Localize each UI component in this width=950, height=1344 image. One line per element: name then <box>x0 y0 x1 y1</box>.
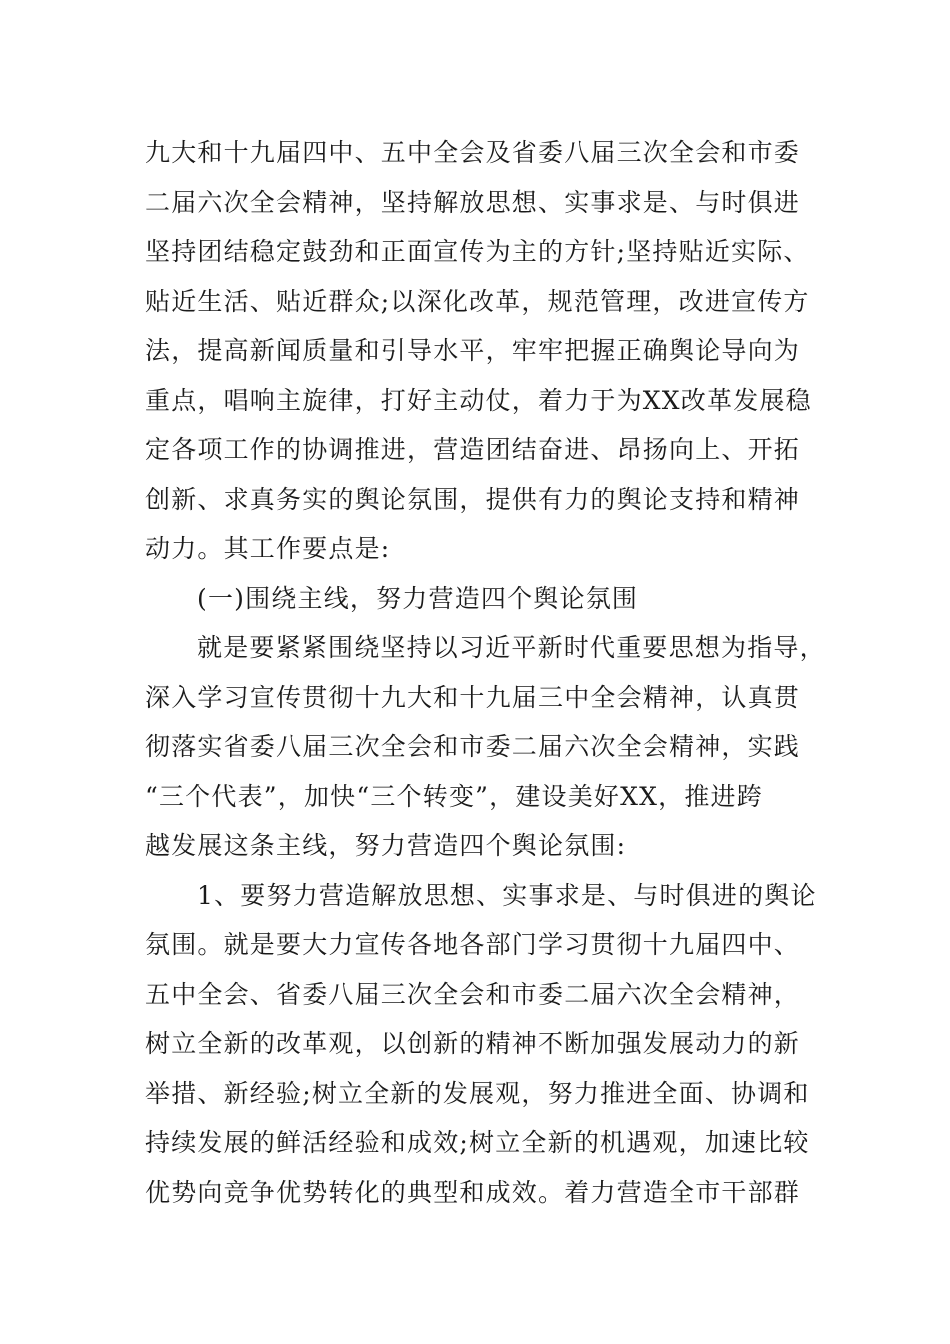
text-line: 五中全会、省委八届三次全会和市委二届六次全会精神， <box>145 979 801 1009</box>
paragraph-start: 1、要努力营造解放思想、实事求是、与时俱进的舆论 <box>197 880 817 910</box>
text-line: 动力。其工作要点是: <box>145 534 391 563</box>
section-heading: (一)围绕主线，努力营造四个舆论氛围 <box>197 583 639 613</box>
text-line: 创新、求真务实的舆论氛围，提供有力的舆论支持和精神 <box>145 484 801 514</box>
text-line: 坚持团结稳定鼓劲和正面宣传为主的方针;坚持贴近实际、 <box>145 237 810 266</box>
text-line: 九大和十九届四中、五中全会及省委八届三次全会和市委 <box>145 138 801 167</box>
text-line: 二届六次全会精神，坚持解放思想、实事求是、与时俱进 <box>145 187 801 217</box>
text-line: 越发展这条主线，努力营造四个舆论氛围: <box>145 831 627 860</box>
text-line: “三个代表”，加快“三个转变”，建设美好XX，推进跨 <box>145 781 763 811</box>
text-line: 树立全新的改革观，以创新的精神不断加强发展动力的新 <box>145 1029 801 1058</box>
text-line: 深入学习宣传贯彻十九大和十九届三中全会精神，认真贯 <box>145 682 801 712</box>
body-text <box>145 128 825 1217</box>
text-line: 定各项工作的协调推进，营造团结奋进、昂扬向上、开拓 <box>145 435 801 464</box>
text-line: 氛围。就是要大力宣传各地各部门学习贯彻十九届四中、 <box>145 930 801 959</box>
text-line: 彻落实省委八届三次全会和市委二届六次全会精神，实践 <box>145 732 801 761</box>
text-line: 优势向竞争优势转化的典型和成效。着力营造全市干部群 <box>145 1177 801 1207</box>
text-line: 重点，唱响主旋律，打好主动仗，着力于为XX改革发展稳 <box>145 385 812 415</box>
text-line: 持续发展的鲜活经验和成效;树立全新的机遇观，加速比较 <box>145 1128 810 1157</box>
text-line: 举措、新经验;树立全新的发展观，努力推进全面、协调和 <box>145 1078 810 1108</box>
text-line: 贴近生活、贴近群众;以深化改革，规范管理，改进宣传方 <box>145 286 810 316</box>
text-line: 法，提高新闻质量和引导水平，牢牢把握正确舆论导向为 <box>145 336 801 365</box>
paragraph-start: 就是要紧紧围绕坚持以习近平新时代重要思想为指导， <box>197 633 826 662</box>
